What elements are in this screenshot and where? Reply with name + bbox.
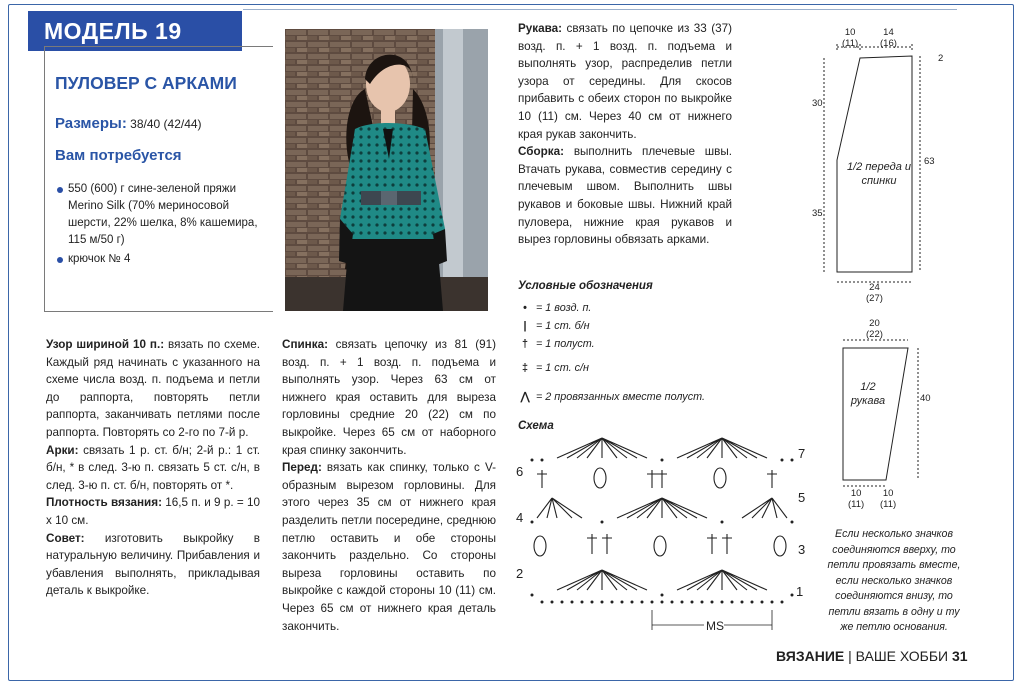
footer-brand: ВЯЗАНИЕ	[776, 648, 845, 664]
legend-label: = 2 провязанных вместе полуст.	[536, 391, 705, 403]
row-label: 6	[516, 464, 524, 479]
col1-para-head: Плотность вязания:	[46, 496, 162, 510]
legend-item	[518, 390, 705, 410]
col3-para	[518, 20, 732, 143]
col1-para-head: Узор шириной 10 п.:	[46, 338, 165, 351]
col3-para-head: Сборка:	[518, 145, 565, 159]
dim-value: (11)	[880, 499, 897, 510]
single-crochet-icon: |	[523, 320, 527, 332]
col3-para-text: связать по цепочке из 33 (37) возд. п. + 1 возд. п. подъема и выполнять узор, распределив петли узора от середины. Для скосов прибавить с обеих сторон по выкройке 10 (11) см. Через 40 см от нижнего края рукав закончить.	[518, 22, 732, 141]
dim-label	[848, 488, 864, 510]
material-item: крючок № 4	[55, 251, 265, 268]
col2-para	[282, 336, 496, 459]
dim-label: 63	[924, 156, 935, 167]
legend-item	[518, 338, 595, 358]
dim-label	[880, 27, 897, 49]
double-crochet-icon: ‡	[521, 362, 528, 374]
dim-value: (11)	[842, 38, 859, 49]
info-box	[44, 46, 273, 312]
legend-item	[518, 302, 591, 322]
dim-value: (22)	[866, 329, 883, 340]
dim-value: 14	[883, 27, 894, 38]
crochet-chart	[512, 430, 812, 640]
body-pattern-label: 1/2 переда и спинки	[846, 161, 911, 187]
top-rule	[243, 9, 957, 10]
col1-para	[46, 530, 260, 600]
legend-title: Условные обозначения	[518, 280, 653, 292]
row-label: 1	[796, 584, 804, 599]
footer	[776, 648, 968, 664]
dim-value: 20	[869, 318, 880, 329]
model-photo	[285, 29, 488, 311]
sizes	[55, 115, 202, 132]
legend-label: = 1 возд. п.	[536, 302, 592, 314]
dim-label: 40	[920, 393, 931, 404]
row-label: 3	[798, 542, 806, 557]
legend-label: = 1 ст. с/н	[536, 362, 589, 374]
chain-stitch-icon: •	[523, 302, 527, 314]
dim-value: 10	[882, 488, 894, 499]
col2-para	[282, 459, 496, 635]
dim-label	[842, 27, 858, 49]
page-number: 31	[952, 648, 968, 664]
column-2	[282, 336, 496, 635]
col2-para-text: связать цепочку из 81 (91) возд. п. + 1 возд. п. подъема и выполнять узор. Через 63 см от нижнего края оставить для выреза горловины средние 20 (22) см по выкройке. Через 65 см от наборного края спинку закончить.	[282, 338, 496, 457]
dim-label: 2	[938, 53, 944, 64]
footer-separator: |	[848, 648, 852, 664]
materials-list	[55, 181, 265, 268]
col1-para-text: вязать по схеме. Каждый ряд начинать с указанного на схеме числа возд. п. подъема и петли до раппорта, повторять петли раппорта, заканчивать петлями после раппорта. Повторять со 2-го по 7-й р.	[46, 338, 261, 439]
legend-item	[518, 362, 589, 382]
col2-para-text: вязать как спинку, только с V-образным вырезом горловины. Для этого через 35 см от нижнего края разделить петли посередине, среднюю петлю оставить и обе стороны закончить раздельно. Со стороны выреза горловины оставить по выкройке с каждой стороны 10 (11) см. Через 65 см от нижнего края деталь закончить.	[282, 461, 496, 633]
model-badge: МОДЕЛЬ 19	[28, 11, 242, 51]
sleeve-pattern-label: 1/2 рукава	[850, 381, 886, 407]
dim-value: 10	[850, 488, 862, 499]
schema-note: Если несколько значков соединяются вверху, то петли провязать вместе, если несколько значков соединяются внизу, то петли вязать в одну и ту же петлю основания.	[827, 528, 961, 633]
col3-para-head: Рукава:	[518, 22, 563, 35]
dim-label	[866, 282, 883, 304]
cluster-icon: ⋀	[520, 391, 530, 403]
dim-label: 30	[812, 98, 823, 109]
legend-label: = 1 полуст.	[536, 338, 595, 350]
dim-label	[866, 318, 883, 340]
footer-section: ВАШЕ ХОББИ	[855, 648, 949, 664]
dim-value: 24	[869, 282, 880, 293]
col1-para-head: Совет:	[46, 531, 85, 545]
column-1	[46, 336, 260, 600]
col1-para-head: Арки:	[46, 443, 79, 457]
dim-value: (27)	[866, 293, 883, 304]
need-heading: Вам потребуется	[55, 147, 182, 164]
row-label: 7	[798, 446, 806, 461]
legend	[518, 280, 758, 403]
rapport-label: MS	[706, 619, 724, 633]
sizes-value: 38/40 (42/44)	[130, 117, 202, 131]
col2-para-head: Спинка:	[282, 338, 328, 351]
col1-para-text: изготовить выкройку в натуральную величину. Прибавления и убавления выполнять, прикладывая деталь к выкройке.	[46, 531, 260, 598]
material-item: 550 (600) г сине-зеленой пряжи Merino Silk (70% мериносовой шерсти, 22% шелка, 8% кашемира, 115 м/50 г)	[55, 181, 265, 249]
dim-label	[880, 488, 896, 510]
col1-para	[46, 442, 260, 495]
col1-para	[46, 494, 260, 529]
dim-value: 10	[844, 27, 856, 38]
col1-para-text: связать 1 р. ст. б/н; 2-й р.: 1 ст. б/н, * в след. 3-ю п. связать 5 ст. с/н, в след. 3-ю п. ст. б/н, повторять от *.	[46, 443, 260, 492]
row-label: 2	[516, 566, 524, 581]
dim-label: 35	[812, 208, 823, 219]
col1-para	[46, 336, 260, 442]
col2-para-head: Перед:	[282, 461, 322, 475]
dim-value: (11)	[848, 499, 865, 510]
model-title: ПУЛОВЕР С АРКАМИ	[55, 73, 237, 93]
column-3	[518, 20, 732, 249]
sizes-label: Размеры:	[55, 115, 127, 132]
legend-item	[518, 320, 590, 340]
dim-value: (16)	[880, 38, 897, 49]
col1-para-text: 16,5 п. и 9 р. = 10 х 10 см.	[46, 496, 261, 527]
col3-para-text: выполнить плечевые швы. Втачать рукава, совместив середину с плечевым швом. Выполнить швы рукавов и боковые швы. Нижний край пуловера, нижние края рукавов и вырез горловины обвязать арками.	[518, 145, 732, 247]
row-label: 4	[516, 510, 524, 525]
legend-label: = 1 ст. б/н	[536, 320, 590, 332]
half-double-crochet-icon: †	[521, 338, 528, 350]
row-label: 5	[798, 490, 806, 505]
schema-title: Схема	[518, 420, 554, 432]
col3-para	[518, 143, 732, 249]
